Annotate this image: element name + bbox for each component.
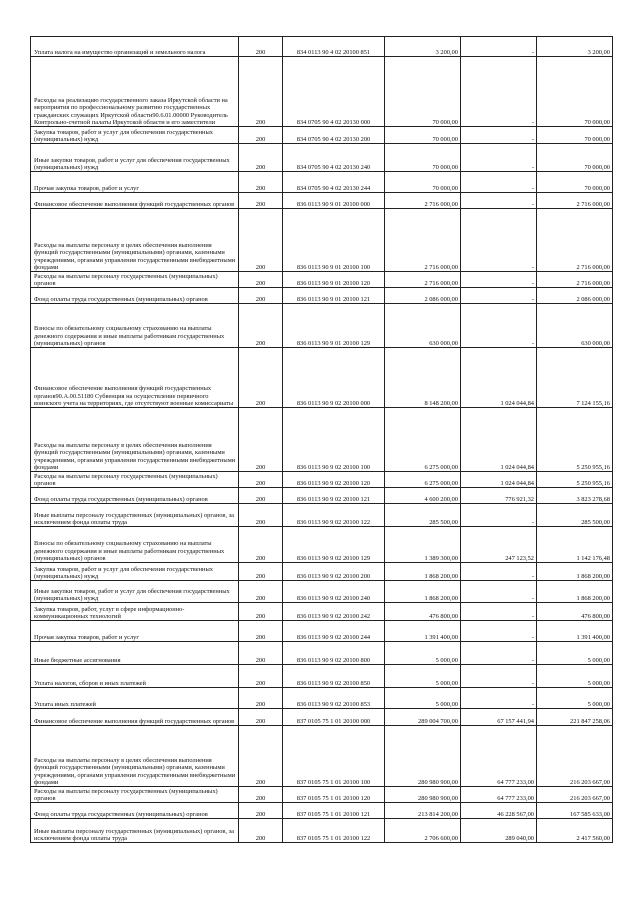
- line-code-cell: 200: [239, 563, 283, 581]
- table-row: [31, 127, 613, 144]
- budget-code-cell: 836 0113 90 9 02 20100 853: [283, 688, 385, 709]
- budget-code-cell: 836 0113 90 9 02 20100 242: [283, 603, 385, 621]
- executed-amount-cell: -: [461, 57, 537, 127]
- executed-amount-cell: -: [461, 144, 537, 172]
- remaining-amount-cell: 476 800,00: [537, 603, 613, 621]
- expense-name-cell: Расходы на выплаты персоналу государственных (муниципальных) органов: [31, 472, 239, 488]
- executed-amount-cell: -: [461, 563, 537, 581]
- table-row: [31, 193, 613, 209]
- expense-name-cell: Иные бюджетные ассигнования: [31, 642, 239, 665]
- executed-amount-cell: 1 024 044,84: [461, 408, 537, 472]
- expense-name-cell: Уплата иных платежей: [31, 688, 239, 709]
- remaining-amount-cell: 5 000,00: [537, 665, 613, 688]
- line-code-cell: 200: [239, 688, 283, 709]
- budget-code-cell: 836 0113 90 9 02 20100 240: [283, 581, 385, 603]
- table-row: [31, 37, 613, 57]
- budget-code-cell: 837 0105 75 1 01 20100 100: [283, 726, 385, 787]
- line-code-cell: 200: [239, 408, 283, 472]
- approved-amount-cell: 2 716 000,00: [385, 272, 461, 288]
- remaining-amount-cell: 70 000,00: [537, 127, 613, 144]
- approved-amount-cell: 70 000,00: [385, 127, 461, 144]
- executed-amount-cell: 67 157 441,94: [461, 709, 537, 726]
- executed-amount-cell: -: [461, 621, 537, 642]
- expense-name-cell: Фонд оплаты труда государственных (муниципальных) органов: [31, 488, 239, 504]
- table-row: [31, 527, 613, 563]
- budget-code-cell: 836 0113 90 9 02 20100 244: [283, 621, 385, 642]
- approved-amount-cell: 5 000,00: [385, 688, 461, 709]
- line-code-cell: 200: [239, 288, 283, 304]
- expense-name-cell: Расходы на выплаты персоналу государственных (муниципальных) органов: [31, 787, 239, 803]
- line-code-cell: 200: [239, 665, 283, 688]
- expense-name-cell: Финансовое обеспечение выполнения функций государственных органов: [31, 193, 239, 209]
- line-code-cell: 200: [239, 127, 283, 144]
- remaining-amount-cell: 1 142 176,48: [537, 527, 613, 563]
- line-code-cell: 200: [239, 272, 283, 288]
- budget-code-cell: 836 0113 90 9 01 20100 121: [283, 288, 385, 304]
- remaining-amount-cell: 630 000,00: [537, 304, 613, 348]
- budget-code-cell: 834 0705 90 4 02 20130 000: [283, 57, 385, 127]
- remaining-amount-cell: 216 203 667,00: [537, 726, 613, 787]
- remaining-amount-cell: 70 000,00: [537, 144, 613, 172]
- budget-code-cell: 836 0113 90 9 02 20100 100: [283, 408, 385, 472]
- approved-amount-cell: 70 000,00: [385, 172, 461, 193]
- executed-amount-cell: -: [461, 581, 537, 603]
- budget-code-cell: 836 0113 90 9 02 20100 122: [283, 504, 385, 527]
- line-code-cell: 200: [239, 787, 283, 803]
- approved-amount-cell: 6 275 000,00: [385, 408, 461, 472]
- expense-name-cell: Закупка товаров, работ и услуг для обеспечения государственных (муниципальных) нужд: [31, 563, 239, 581]
- remaining-amount-cell: 3 200,00: [537, 37, 613, 57]
- line-code-cell: 200: [239, 709, 283, 726]
- budget-code-cell: 836 0113 90 9 02 20100 120: [283, 472, 385, 488]
- table-row: [31, 304, 613, 348]
- line-code-cell: 200: [239, 504, 283, 527]
- table-row: [31, 665, 613, 688]
- line-code-cell: 200: [239, 621, 283, 642]
- line-code-cell: 200: [239, 726, 283, 787]
- table-row: [31, 144, 613, 172]
- expense-name-cell: Иные выплаты персоналу государственных (муниципальных) органов, за исключением фонда оплаты труда: [31, 504, 239, 527]
- executed-amount-cell: 46 228 567,00: [461, 803, 537, 819]
- line-code-cell: 200: [239, 209, 283, 272]
- table-row: [31, 488, 613, 504]
- expense-name-cell: Финансовое обеспечение выполнения функций государственных органов: [31, 709, 239, 726]
- remaining-amount-cell: 1 391 400,00: [537, 621, 613, 642]
- line-code-cell: 200: [239, 642, 283, 665]
- executed-amount-cell: -: [461, 603, 537, 621]
- table-row: [31, 642, 613, 665]
- remaining-amount-cell: 216 203 667,00: [537, 787, 613, 803]
- table-row: [31, 688, 613, 709]
- executed-amount-cell: -: [461, 209, 537, 272]
- approved-amount-cell: 6 275 000,00: [385, 472, 461, 488]
- executed-amount-cell: 64 777 233,00: [461, 726, 537, 787]
- approved-amount-cell: 280 980 900,00: [385, 726, 461, 787]
- budget-report-sheet: [30, 36, 612, 843]
- approved-amount-cell: 285 500,00: [385, 504, 461, 527]
- line-code-cell: 200: [239, 603, 283, 621]
- executed-amount-cell: -: [461, 193, 537, 209]
- line-code-cell: 200: [239, 304, 283, 348]
- expense-name-cell: Уплата налога на имущество организаций и земельного налога: [31, 37, 239, 57]
- line-code-cell: 200: [239, 803, 283, 819]
- table-row: [31, 563, 613, 581]
- expense-name-cell: Закупка товаров, работ и услуг для обеспечения государственных (муниципальных) нужд: [31, 127, 239, 144]
- table-row: [31, 709, 613, 726]
- budget-code-cell: 837 0105 75 1 01 20100 120: [283, 787, 385, 803]
- budget-code-cell: 836 0113 90 9 02 20100 121: [283, 488, 385, 504]
- table-row: [31, 472, 613, 488]
- budget-code-cell: 837 0105 75 1 01 20100 000: [283, 709, 385, 726]
- executed-amount-cell: -: [461, 288, 537, 304]
- budget-code-cell: 834 0705 90 4 02 20130 244: [283, 172, 385, 193]
- budget-code-cell: 837 0105 75 1 01 20100 121: [283, 803, 385, 819]
- budget-execution-table: [30, 36, 613, 843]
- table-row: [31, 581, 613, 603]
- approved-amount-cell: 2 716 000,00: [385, 209, 461, 272]
- table-row: [31, 288, 613, 304]
- line-code-cell: 200: [239, 193, 283, 209]
- approved-amount-cell: 630 000,00: [385, 304, 461, 348]
- line-code-cell: 200: [239, 819, 283, 843]
- budget-code-cell: 834 0705 90 4 02 20130 200: [283, 127, 385, 144]
- remaining-amount-cell: 70 000,00: [537, 57, 613, 127]
- executed-amount-cell: -: [461, 127, 537, 144]
- remaining-amount-cell: 7 124 155,16: [537, 348, 613, 408]
- table-row: [31, 57, 613, 127]
- executed-amount-cell: 1 024 044,84: [461, 472, 537, 488]
- executed-amount-cell: 289 040,00: [461, 819, 537, 843]
- remaining-amount-cell: 2 716 000,00: [537, 193, 613, 209]
- line-code-cell: 200: [239, 37, 283, 57]
- table-row: [31, 621, 613, 642]
- budget-code-cell: 837 0105 75 1 01 20100 122: [283, 819, 385, 843]
- table-row: [31, 272, 613, 288]
- expense-name-cell: Расходы на выплаты персоналу в целях обеспечения выполнения функций государственными (муниципальными) органами, казенными учреждениями, органами управления государственными внебюджетными фондами: [31, 408, 239, 472]
- line-code-cell: 200: [239, 527, 283, 563]
- executed-amount-cell: -: [461, 37, 537, 57]
- expense-name-cell: Взносы по обязательному социальному страхованию на выплаты денежного содержания и иные выплаты работникам государственных (муниципальных) органов: [31, 527, 239, 563]
- executed-amount-cell: -: [461, 304, 537, 348]
- line-code-cell: 200: [239, 144, 283, 172]
- executed-amount-cell: -: [461, 665, 537, 688]
- line-code-cell: 200: [239, 581, 283, 603]
- executed-amount-cell: -: [461, 504, 537, 527]
- line-code-cell: 200: [239, 172, 283, 193]
- executed-amount-cell: -: [461, 272, 537, 288]
- expense-name-cell: Прочая закупка товаров, работ и услуг: [31, 172, 239, 193]
- remaining-amount-cell: 167 585 633,00: [537, 803, 613, 819]
- remaining-amount-cell: 2 417 560,00: [537, 819, 613, 843]
- table-row: [31, 603, 613, 621]
- expense-name-cell: Закупка товаров, работ, услуг в сфере информационно-коммуникационных технологий: [31, 603, 239, 621]
- executed-amount-cell: 1 024 044,84: [461, 348, 537, 408]
- remaining-amount-cell: 5 250 955,16: [537, 472, 613, 488]
- remaining-amount-cell: 1 868 200,00: [537, 581, 613, 603]
- approved-amount-cell: 476 800,00: [385, 603, 461, 621]
- line-code-cell: 200: [239, 57, 283, 127]
- expense-name-cell: Расходы на выплаты персоналу в целях обеспечения выполнения функций государственными (муниципальными) органами, казенными учреждениями, органами управления государственными внебюджетными фондами: [31, 726, 239, 787]
- budget-code-cell: 836 0113 90 9 01 20100 120: [283, 272, 385, 288]
- expense-name-cell: Финансовое обеспечение выполнения функций государственных органов90.А.00.51180 Субвенция на осуществление первичного воинского учета на территориях, где отсутствуют военные комиссариаты: [31, 348, 239, 408]
- expense-name-cell: Фонд оплаты труда государственных (муниципальных) органов: [31, 803, 239, 819]
- approved-amount-cell: 1 389 300,00: [385, 527, 461, 563]
- table-body: [31, 37, 613, 843]
- remaining-amount-cell: 2 716 000,00: [537, 209, 613, 272]
- remaining-amount-cell: 5 000,00: [537, 642, 613, 665]
- table-row: [31, 408, 613, 472]
- approved-amount-cell: 3 200,00: [385, 37, 461, 57]
- remaining-amount-cell: 5 250 955,16: [537, 408, 613, 472]
- remaining-amount-cell: 221 847 258,06: [537, 709, 613, 726]
- executed-amount-cell: -: [461, 172, 537, 193]
- table-row: [31, 504, 613, 527]
- approved-amount-cell: 213 814 200,00: [385, 803, 461, 819]
- line-code-cell: 200: [239, 348, 283, 408]
- budget-code-cell: 836 0113 90 9 02 20100 129: [283, 527, 385, 563]
- remaining-amount-cell: 1 868 200,00: [537, 563, 613, 581]
- expense-name-cell: Иные закупки товаров, работ и услуг для обеспечения государственных (муниципальных) нужд: [31, 144, 239, 172]
- budget-code-cell: 836 0113 90 9 02 20100 000: [283, 348, 385, 408]
- approved-amount-cell: 1 868 200,00: [385, 563, 461, 581]
- line-code-cell: 200: [239, 488, 283, 504]
- remaining-amount-cell: 285 500,00: [537, 504, 613, 527]
- expense-name-cell: Расходы на реализацию государственного заказа Иркутской области на мероприятия по профессиональному развитию государственных гражданских служащих Иркутской области90.6.01.00000 Руководитель Контрольно-счетной палаты Иркутской области и его заместители: [31, 57, 239, 127]
- budget-code-cell: 836 0113 90 9 01 20100 000: [283, 193, 385, 209]
- executed-amount-cell: 64 777 233,00: [461, 787, 537, 803]
- expense-name-cell: Иные закупки товаров, работ и услуг для обеспечения государственных (муниципальных) нужд: [31, 581, 239, 603]
- line-code-cell: 200: [239, 472, 283, 488]
- remaining-amount-cell: 2 716 000,00: [537, 272, 613, 288]
- executed-amount-cell: -: [461, 642, 537, 665]
- remaining-amount-cell: 5 000,00: [537, 688, 613, 709]
- budget-code-cell: 836 0113 90 9 02 20100 800: [283, 642, 385, 665]
- budget-code-cell: 834 0113 90 4 02 20100 851: [283, 37, 385, 57]
- expense-name-cell: Расходы на выплаты персоналу в целях обеспечения выполнения функций государственными (муниципальными) органами, казенными учреждениями, органами управления государственными внебюджетными фондами: [31, 209, 239, 272]
- remaining-amount-cell: 2 086 000,00: [537, 288, 613, 304]
- table-row: [31, 787, 613, 803]
- approved-amount-cell: 5 000,00: [385, 665, 461, 688]
- budget-code-cell: 836 0113 90 9 01 20100 100: [283, 209, 385, 272]
- approved-amount-cell: 2 086 000,00: [385, 288, 461, 304]
- table-row: [31, 726, 613, 787]
- expense-name-cell: Расходы на выплаты персоналу государственных (муниципальных) органов: [31, 272, 239, 288]
- table-row: [31, 803, 613, 819]
- approved-amount-cell: 4 600 200,00: [385, 488, 461, 504]
- remaining-amount-cell: 3 823 278,68: [537, 488, 613, 504]
- table-row: [31, 348, 613, 408]
- approved-amount-cell: 8 148 200,00: [385, 348, 461, 408]
- expense-name-cell: Иные выплаты персоналу государственных (муниципальных) органов, за исключением фонда оплаты труда: [31, 819, 239, 843]
- table-row: [31, 819, 613, 843]
- approved-amount-cell: 2 706 600,00: [385, 819, 461, 843]
- expense-name-cell: Фонд оплаты труда государственных (муниципальных) органов: [31, 288, 239, 304]
- approved-amount-cell: 70 000,00: [385, 57, 461, 127]
- budget-code-cell: 836 0113 90 9 02 20100 200: [283, 563, 385, 581]
- executed-amount-cell: -: [461, 688, 537, 709]
- approved-amount-cell: 289 004 700,00: [385, 709, 461, 726]
- approved-amount-cell: 1 868 200,00: [385, 581, 461, 603]
- approved-amount-cell: 1 391 400,00: [385, 621, 461, 642]
- expense-name-cell: Взносы по обязательному социальному страхованию на выплаты денежного содержания и иные выплаты работникам государственных (муниципальных) органов: [31, 304, 239, 348]
- budget-code-cell: 834 0705 90 4 02 20130 240: [283, 144, 385, 172]
- approved-amount-cell: 70 000,00: [385, 144, 461, 172]
- table-row: [31, 209, 613, 272]
- approved-amount-cell: 2 716 000,00: [385, 193, 461, 209]
- budget-code-cell: 836 0113 90 9 01 20100 129: [283, 304, 385, 348]
- expense-name-cell: Прочая закупка товаров, работ и услуг: [31, 621, 239, 642]
- executed-amount-cell: 247 123,52: [461, 527, 537, 563]
- executed-amount-cell: 776 921,32: [461, 488, 537, 504]
- table-row: [31, 172, 613, 193]
- expense-name-cell: Уплата налогов, сборов и иных платежей: [31, 665, 239, 688]
- approved-amount-cell: 280 980 900,00: [385, 787, 461, 803]
- budget-code-cell: 836 0113 90 9 02 20100 850: [283, 665, 385, 688]
- approved-amount-cell: 5 000,00: [385, 642, 461, 665]
- remaining-amount-cell: 70 000,00: [537, 172, 613, 193]
